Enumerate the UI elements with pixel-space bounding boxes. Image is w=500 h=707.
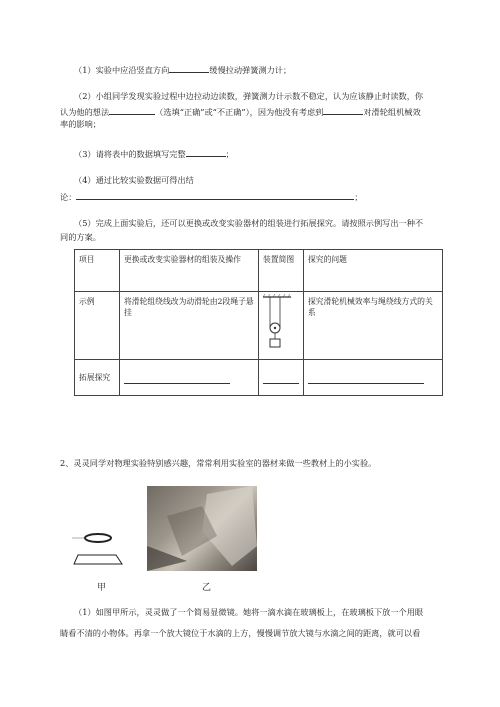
item-1-text-end: 缓慢拉动弹簧测力计；: [209, 65, 292, 75]
item-2-line-1: （2）小组同学发现实验过程中边拉动边读数，弹簧测力计示数不稳定，认为应该静止时读数，你: [74, 91, 424, 101]
item-2-text-b: （选填“正确”或“不正确”），因为他没有考虑到: [155, 107, 324, 117]
item-4-text-b: ；: [354, 192, 363, 202]
example-question: 探究滑轮机械效率与绳绕线方式的关系: [304, 292, 443, 360]
example-label: 示例: [75, 292, 120, 360]
item-1-text-start: （1）实验中应沿竖直方向: [74, 65, 170, 75]
item-2-line-2: [60, 105, 421, 118]
item-2-text-a: 认为他的想法: [60, 107, 110, 117]
item-4-text-a: 论：: [60, 192, 77, 202]
item-5-line-2: 同的方案。: [60, 232, 101, 242]
item-1: [74, 63, 291, 76]
example-operation: 将滑轮组绕线改为动滑轮由2段绳子悬挂: [120, 292, 259, 360]
answer-blank[interactable]: [76, 190, 354, 200]
answer-blank[interactable]: [169, 63, 209, 73]
item-4-line-2: [60, 190, 363, 203]
water-drop-photo: [147, 486, 257, 571]
item-5-line-1: （5）完成上面实验后，还可以更换或改变实验器材的组装进行拓展探究。请按照示例写出一种不: [74, 218, 424, 228]
extension-diagram-cell: [259, 360, 304, 396]
pulley-diagram-cell: [259, 292, 304, 360]
header-operation: 更换或改变实验器材的组装及操作: [120, 250, 259, 292]
header-question: 探究的问题: [304, 250, 443, 292]
header-item: 项目: [75, 250, 120, 292]
item-3: [74, 147, 234, 160]
extension-label: 拓展探究: [75, 360, 120, 396]
answer-blank[interactable]: [124, 374, 230, 384]
figure-caption-a: 甲: [97, 583, 107, 593]
answer-blank[interactable]: [109, 105, 155, 115]
extension-operation-cell: [120, 360, 259, 396]
answer-blank[interactable]: [308, 374, 424, 384]
figure-caption-b: 乙: [202, 583, 212, 593]
question-2-heading: 2、灵灵同学对物理实验特别感兴趣，常常利用实验室的器材来做一些教材上的小实验。: [60, 458, 377, 468]
item-2-text-c: 对滑轮组机械效: [363, 107, 421, 117]
item-4-line-1: （4）通过比较实验数据可得出结: [74, 175, 194, 185]
item-2-line-3: 率的影响；: [60, 119, 101, 129]
answer-blank[interactable]: [263, 374, 299, 384]
question-2-para-line-2: 睛看不清的小物体。再拿一个放大镜位于水滴的上方，慢慢调节放大镜与水滴之间的距离，就可以看: [60, 628, 421, 638]
answer-blank[interactable]: [323, 105, 363, 115]
extension-question-cell: [304, 360, 443, 396]
item-3-text-start: （3）请将表中的数据填写完整: [74, 149, 186, 159]
pulley-diagram-icon: [261, 294, 293, 354]
header-diagram: 装置简图: [259, 250, 304, 292]
experiment-table: [74, 249, 443, 396]
answer-blank[interactable]: [186, 147, 226, 157]
item-3-text-end: ；: [225, 149, 234, 159]
question-2-para-line-1: （1）如图甲所示，灵灵做了一个简易显微镜。她将一滴水滴在玻璃板上，在玻璃板下放一个用眼: [74, 607, 424, 617]
microscope-setup-figure: [70, 528, 130, 568]
